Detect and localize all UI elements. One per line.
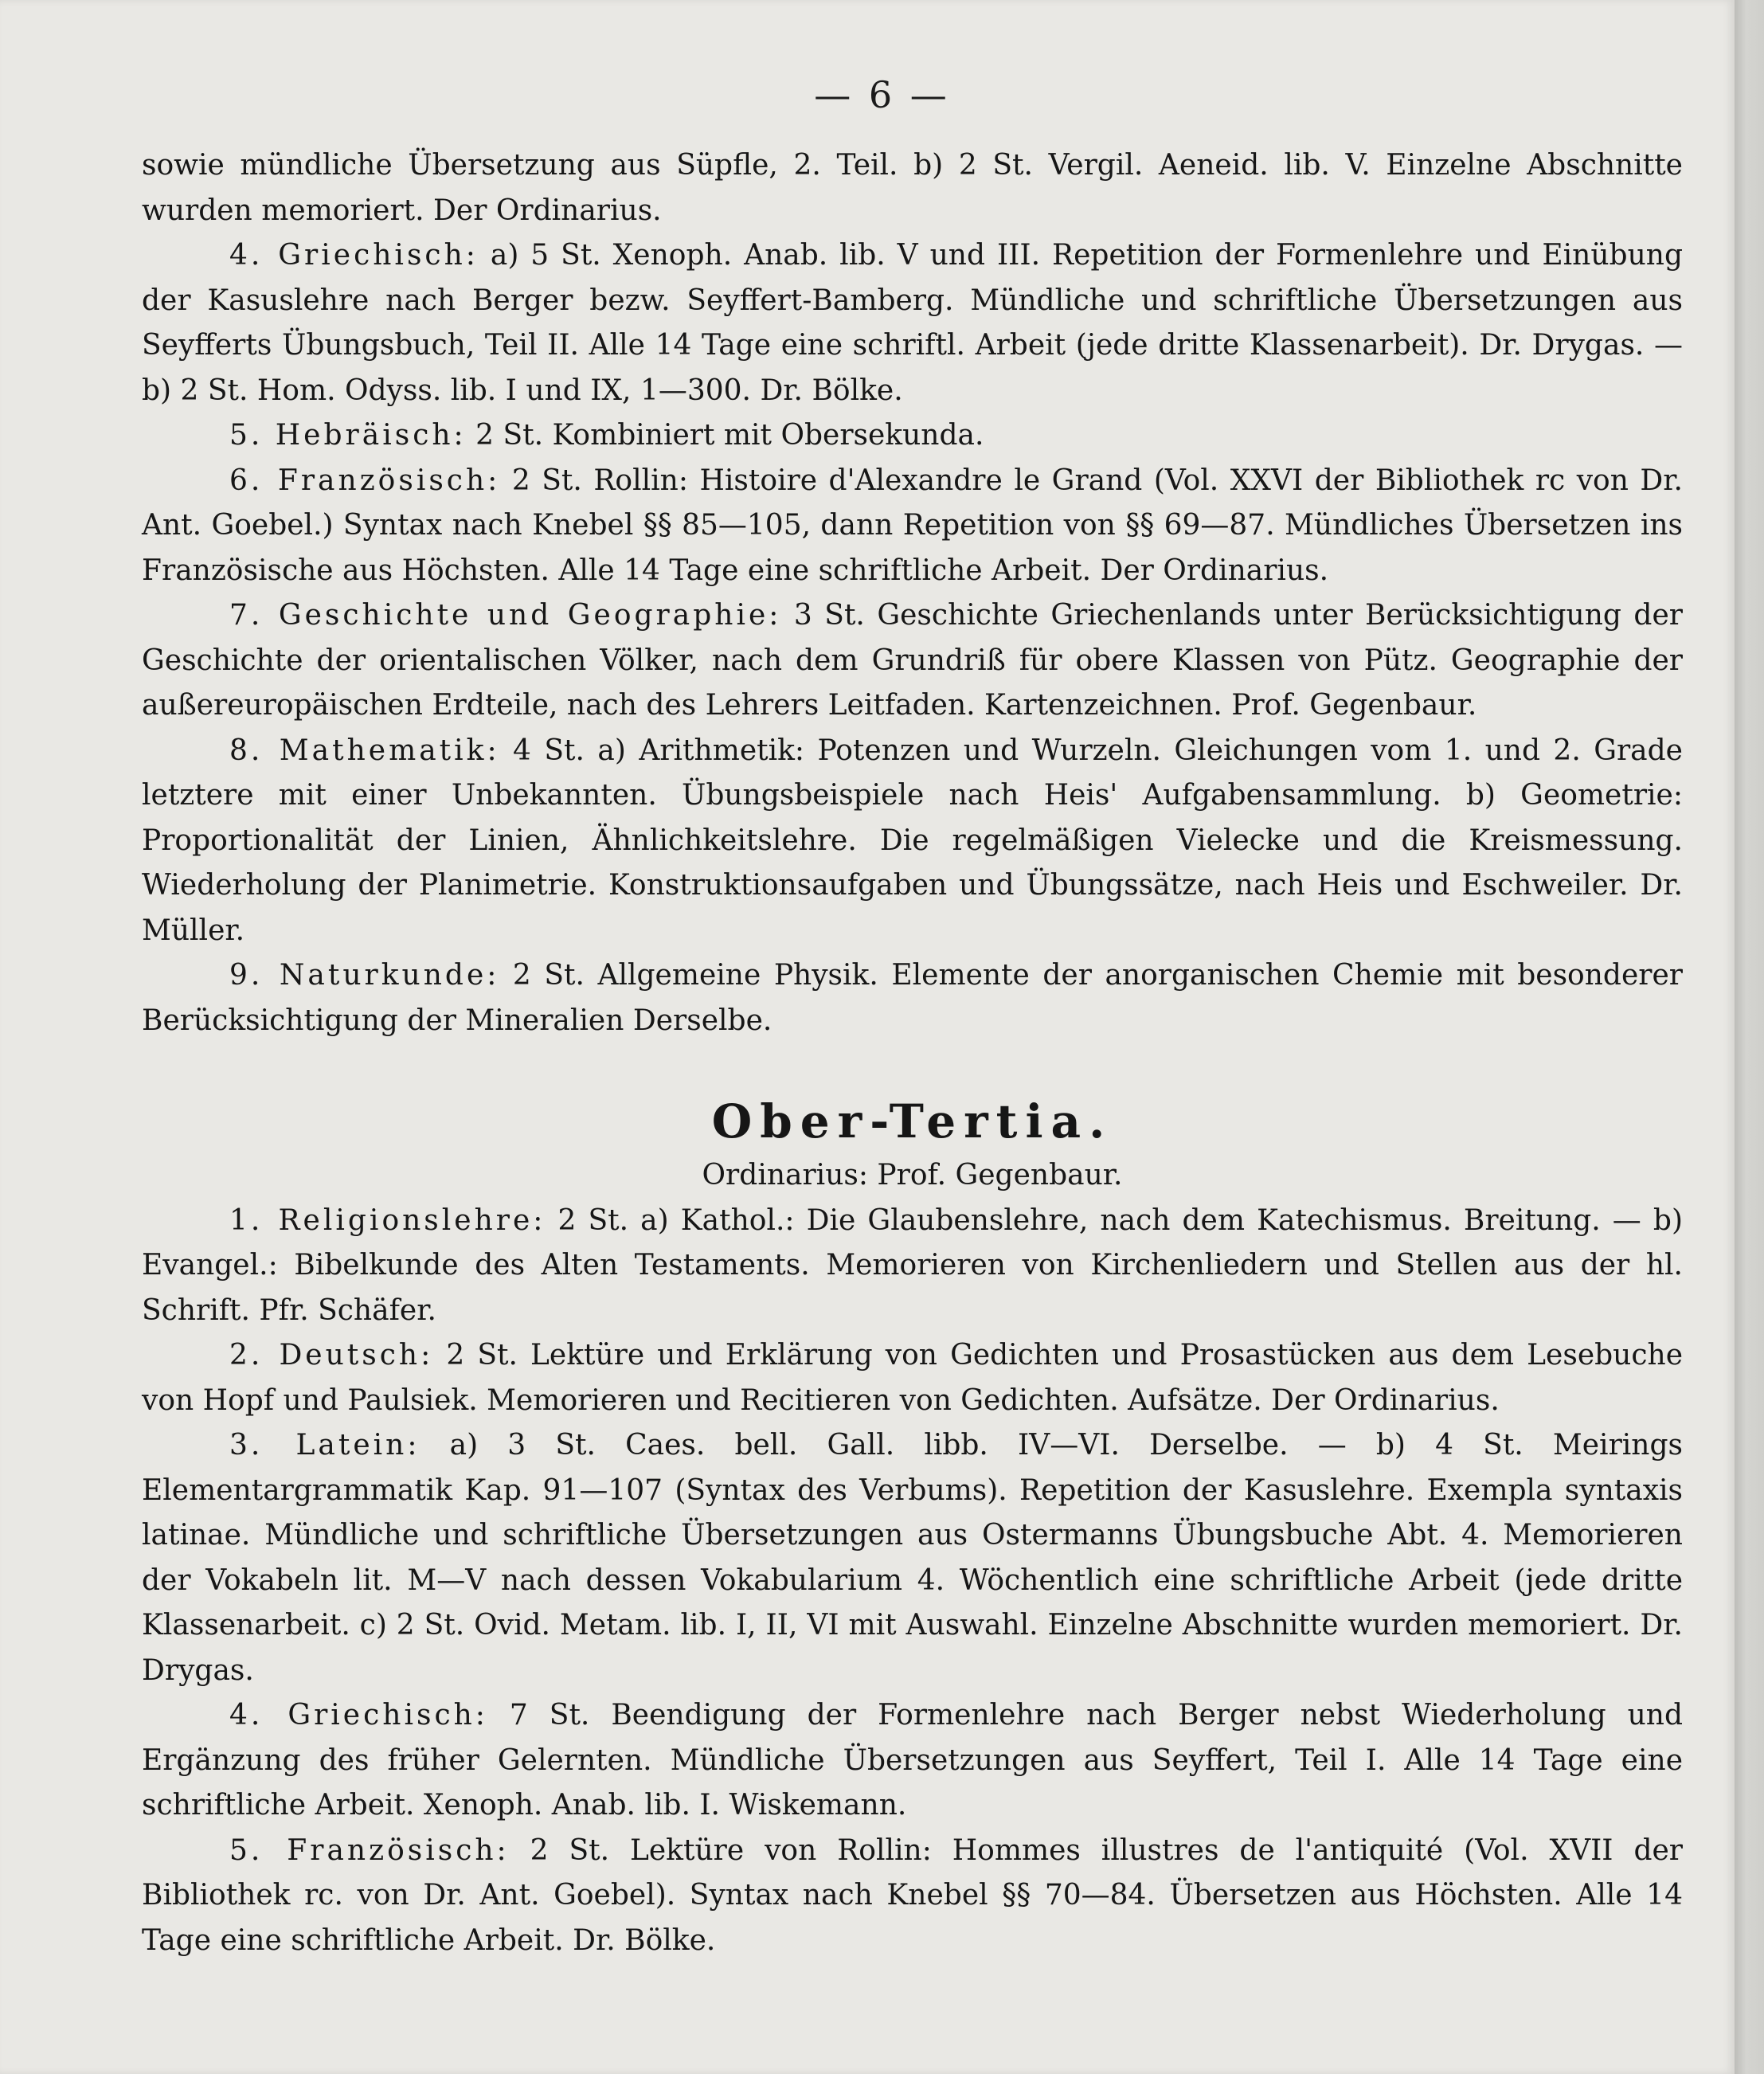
subject-heading: 4. Griechisch: bbox=[229, 239, 479, 272]
subject-heading: 9. Naturkunde: bbox=[229, 959, 500, 992]
section1-item-mathematik bbox=[142, 729, 1683, 954]
subject-text: 2 St. a) Kathol.: Die Glaubenslehre, nach dem Katechismus. Breitung. — b) Evangel.: Bibelkunde des Alten Testaments. Memorieren von Kirchenliedern und Stellen aus der hl. Schrift. Pfr. Schäfer. bbox=[142, 1203, 1683, 1327]
section1-continuation: sowie mündliche Übersetzung aus Süpfle, 2. Teil. b) 2 St. Vergil. Aeneid. lib. V. Einzelne Abschnitte wurden memoriert. Der Ordinarius. bbox=[142, 149, 1683, 227]
section2-item-griechisch bbox=[142, 1693, 1683, 1829]
subject-heading: 6. Französisch: bbox=[229, 464, 501, 497]
section-subtitle: Ordinarius: Prof. Gegenbaur. bbox=[702, 1159, 1123, 1192]
subject-text: 2 St. Lektüre von Rollin: Hommes illustres de l'antiquité (Vol. XVII der Bibliothek rc. von Dr. Ant. Goebel). Syntax nach Knebel §§ 70—84. Übersetzen aus Höchsten. Alle 14 Tage eine schriftliche Arbeit. Dr. Bölke. bbox=[142, 1833, 1683, 1957]
subject-text: 2 St. Lektüre und Erklärung von Gedichten und Prosastücken aus dem Lesebuche von Hopf und Paulsiek. Memorieren und Recitieren von Gedichten. Aufsätze. Der Ordinarius. bbox=[142, 1339, 1684, 1417]
section1-item-geschichte bbox=[142, 593, 1683, 729]
subject-heading: 5. Hebräisch: bbox=[229, 419, 467, 452]
subject-heading: 1. Religionslehre: bbox=[229, 1203, 546, 1237]
subject-heading: 4. Griechisch: bbox=[229, 1699, 488, 1732]
section1-item-hebraeisch bbox=[142, 413, 1683, 459]
subject-heading: 2. Deutsch: bbox=[229, 1339, 434, 1372]
section2-item-religion bbox=[142, 1199, 1683, 1334]
subject-text: 2 St. Kombiniert mit Obersekunda. bbox=[466, 419, 984, 452]
subject-heading: 5. Französisch: bbox=[229, 1833, 510, 1867]
page-number: — 6 — bbox=[814, 73, 950, 116]
subject-heading: 8. Mathematik: bbox=[229, 734, 500, 767]
subject-text: 4 St. a) Arithmetik: Potenzen und Wurzeln. Gleichungen vom 1. und 2. Grade letztere mit einer Unbekannten. Übungsbeispiele nach Heis' Aufgabensammlung. b) Geometrie: Proportionalität der Linien, Ähnlichkeitslehre. Die regelmäßigen Vielecke und die Kreismessung. Wiederholung der Planimetrie. Konstruktionsaufgaben und Übungssätze, nach Heis und Eschweiler. Dr. Müller. bbox=[142, 734, 1683, 947]
page-content bbox=[142, 143, 1683, 1963]
subject-text: a) 5 St. Xenoph. Anab. lib. V und III. Repetition der Formenlehre und Einübung der Kasuslehre nach Berger bezw. Seyffert-Bamberg. Mündliche und schriftliche Übersetzungen aus Seyfferts Übungsbuch, Teil II. Alle 14 Tage eine schriftl. Arbeit (jede dritte Klassenarbeit). Dr. Drygas. — b) 2 St. Hom. Odyss. lib. I und IX, 1—300. Dr. Bölke. bbox=[142, 239, 1684, 407]
subject-text: 7 St. Beendigung der Formenlehre nach Berger nebst Wiederholung und Ergänzung des früher Gelernten. Mündliche Übersetzungen aus Seyffert, Teil I. Alle 14 Tage eine schriftliche Arbeit. Xenoph. Anab. lib. I. Wiskemann. bbox=[142, 1699, 1684, 1822]
subject-heading: 3. Latein: bbox=[229, 1429, 420, 1462]
page-edge bbox=[1735, 0, 1764, 2074]
section2-item-franzoesisch bbox=[142, 1829, 1683, 1964]
section2-item-deutsch bbox=[142, 1333, 1683, 1423]
section2-item-latein bbox=[142, 1423, 1683, 1693]
section1-item-griechisch bbox=[142, 233, 1683, 413]
subject-heading: 7. Geschichte und Geographie: bbox=[229, 599, 782, 632]
section1-item-naturkunde bbox=[142, 953, 1683, 1043]
subject-text: 2 St. Allgemeine Physik. Elemente der anorganischen Chemie mit besonderer Berücksichtigung der Mineralien Derselbe. bbox=[142, 959, 1683, 1037]
subject-text: 2 St. Rollin: Histoire d'Alexandre le Grand (Vol. XXVI der Bibliothek rc von Dr. Ant. Goebel.) Syntax nach Knebel §§ 85—105, dann Repetition von §§ 69—87. Mündliches Übersetzen ins Französische aus Höchsten. Alle 14 Tage eine schriftliche Arbeit. Der Ordinarius. bbox=[142, 464, 1683, 587]
subject-text: 3 St. Geschichte Griechenlands unter Berücksichtigung der Geschichte der orientalischen Völker, nach dem Grundriß für obere Klassen von Pütz. Geographie der außereuropäischen Erdteile, nach des Lehrers Leitfaden. Kartenzeichnen. Prof. Gegenbaur. bbox=[142, 599, 1683, 722]
section-title: Ober-Tertia. bbox=[711, 1094, 1113, 1149]
subject-text: a) 3 St. Caes. bell. Gall. libb. IV—VI. Derselbe. — b) 4 St. Meirings Elementargrammatik Kap. 91—107 (Syntax des Verbums). Repetition der Kasuslehre. Exempla syntaxis latinae. Mündliche und schriftliche Übersetzungen aus Ostermanns Übungsbuche Abt. 4. Memorieren der Vokabeln lit. M—V nach dessen Vokabularium 4. Wöchentlich eine schriftliche Arbeit (jede dritte Klassenarbeit. c) 2 St. Ovid. Metam. lib. I, II, VI mit Auswahl. Einzelne Abschnitte wurden memoriert. Dr. Drygas. bbox=[142, 1429, 1684, 1687]
section1-item-franzoesisch bbox=[142, 459, 1683, 594]
